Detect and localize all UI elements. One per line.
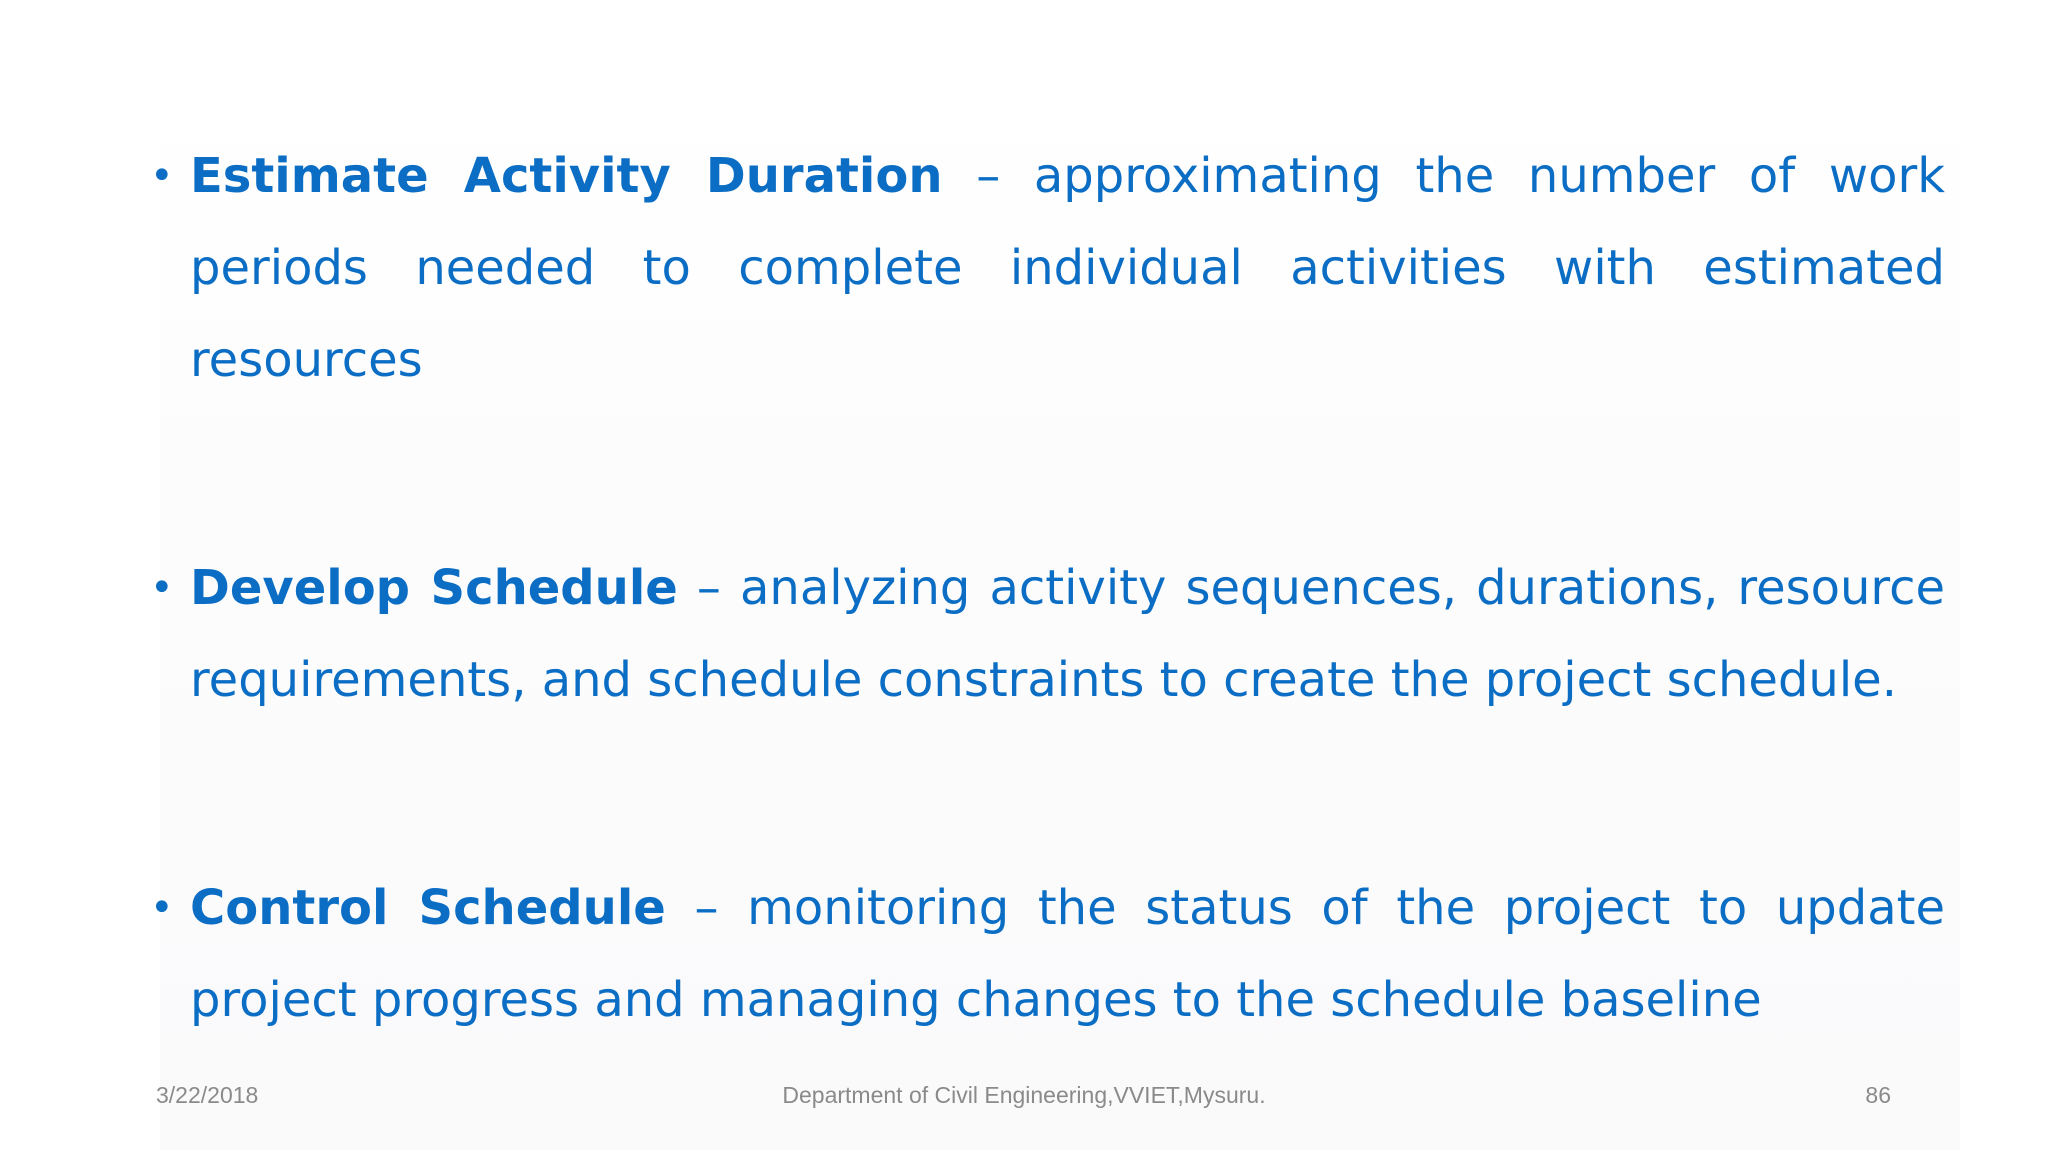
- bullet-separator: –: [677, 560, 740, 616]
- bullet-description: approximating the number of work periods needed to complete individual activities with estimated resources: [190, 148, 1946, 388]
- bullet-estimate-activity-duration: [150, 130, 1945, 406]
- bullet-description: monitoring the status of the project to update project progress and managing changes to the schedule baseline: [190, 880, 1946, 1028]
- footer-page-number: 86: [1865, 1082, 1891, 1108]
- bullet-separator: –: [942, 148, 1034, 204]
- bullet-term: Control Schedule: [190, 880, 666, 936]
- footer-department: Department of Civil Engineering,VVIET,Mysuru.: [782, 1082, 1266, 1108]
- bullet-list: [150, 130, 1945, 1046]
- bullet-separator: –: [665, 880, 748, 936]
- bullet-term: Estimate Activity Duration: [190, 148, 943, 204]
- bullet-develop-schedule: [150, 542, 1945, 726]
- footer-date: 3/22/2018: [156, 1082, 259, 1108]
- bullet-description: analyzing activity sequences, durations, resource requirements, and schedule constraints to create the project schedule.: [190, 560, 1946, 708]
- bullet-control-schedule: [150, 862, 1945, 1046]
- bullet-term: Develop Schedule: [190, 560, 678, 616]
